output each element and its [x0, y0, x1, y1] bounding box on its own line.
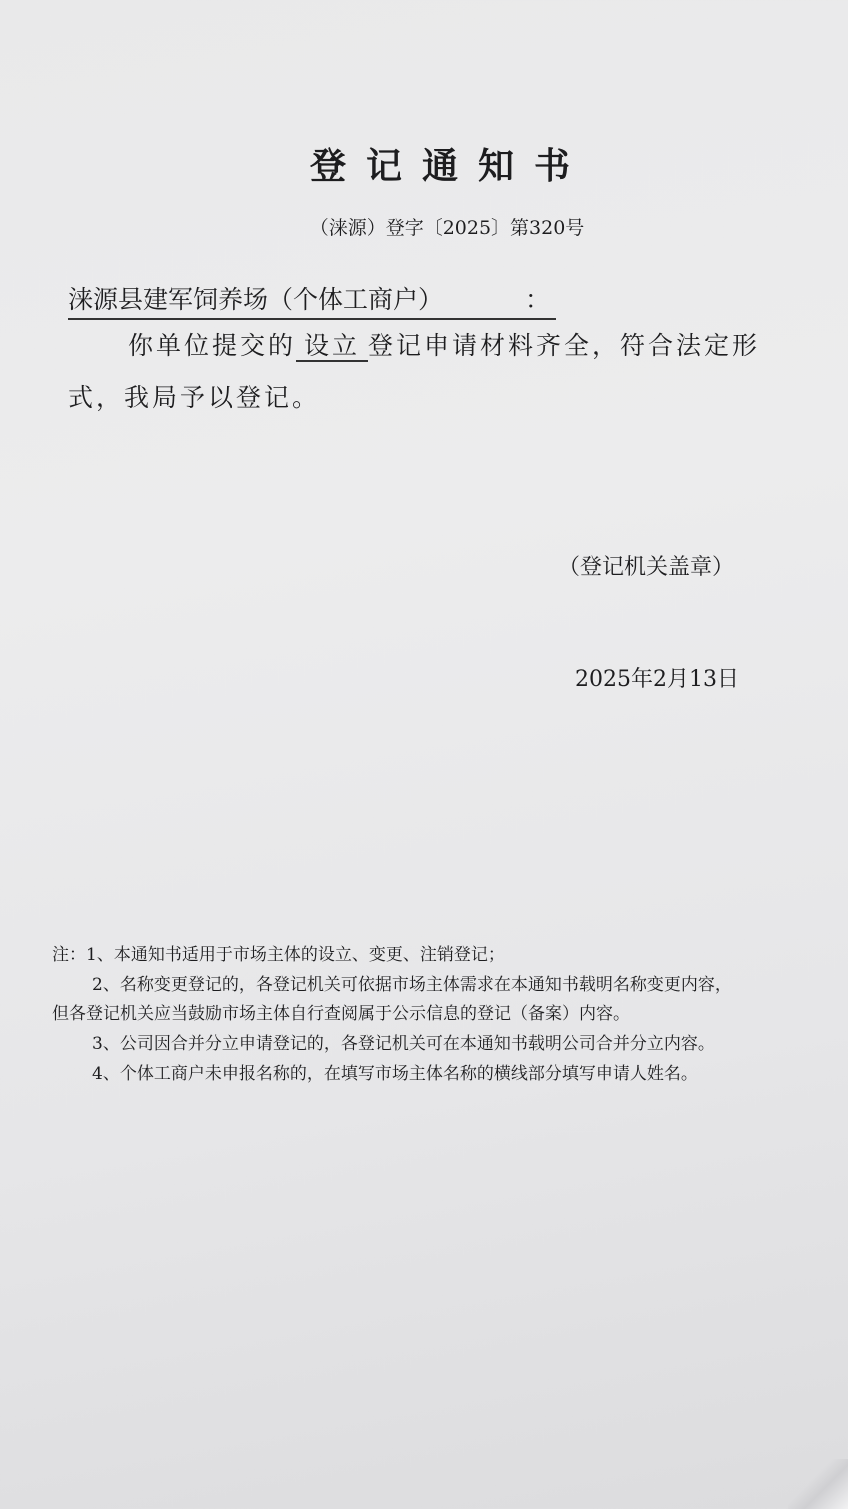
document-title: 登记通知书: [309, 146, 590, 187]
note-2-continued: 但各登记机关应当鼓励市场主体自行查阅属于公示信息的登记（备案）内容。: [52, 1004, 630, 1024]
seal-placeholder: （登记机关盖章）: [558, 555, 735, 580]
body-line-2: 式，我局予以登记。: [68, 383, 321, 412]
body-suffix: 登记申请材料齐全，符合法定形: [368, 331, 761, 360]
addressee-name: 涞源县建军饲养场（个体工商户）: [68, 285, 444, 314]
body-line-1: [128, 326, 760, 362]
registration-type: 设立: [296, 331, 368, 362]
note-2: 2、名称变更登记的，各登记机关可依据市场主体需求在本通知书载明名称变更内容，: [92, 975, 732, 995]
addressee-line: [68, 280, 556, 320]
note-1: 注：1、本通知书适用于市场主体的设立、变更、注销登记；: [52, 945, 505, 965]
issue-date: 2025年2月13日: [575, 667, 739, 692]
paper-stack-edge: [788, 1459, 848, 1509]
addressee-colon: ：: [524, 285, 550, 314]
body-prefix: 你单位提交的: [128, 331, 297, 360]
note-3: 3、公司因合并分立申请登记的，各登记机关可在本通知书载明公司合并分立内容。: [92, 1034, 715, 1054]
document-number: （涞源）登字〔2025〕第320号: [309, 217, 585, 239]
note-4: 4、个体工商户未申报名称的，在填写市场主体名称的横线部分填写申请人姓名。: [92, 1064, 698, 1084]
